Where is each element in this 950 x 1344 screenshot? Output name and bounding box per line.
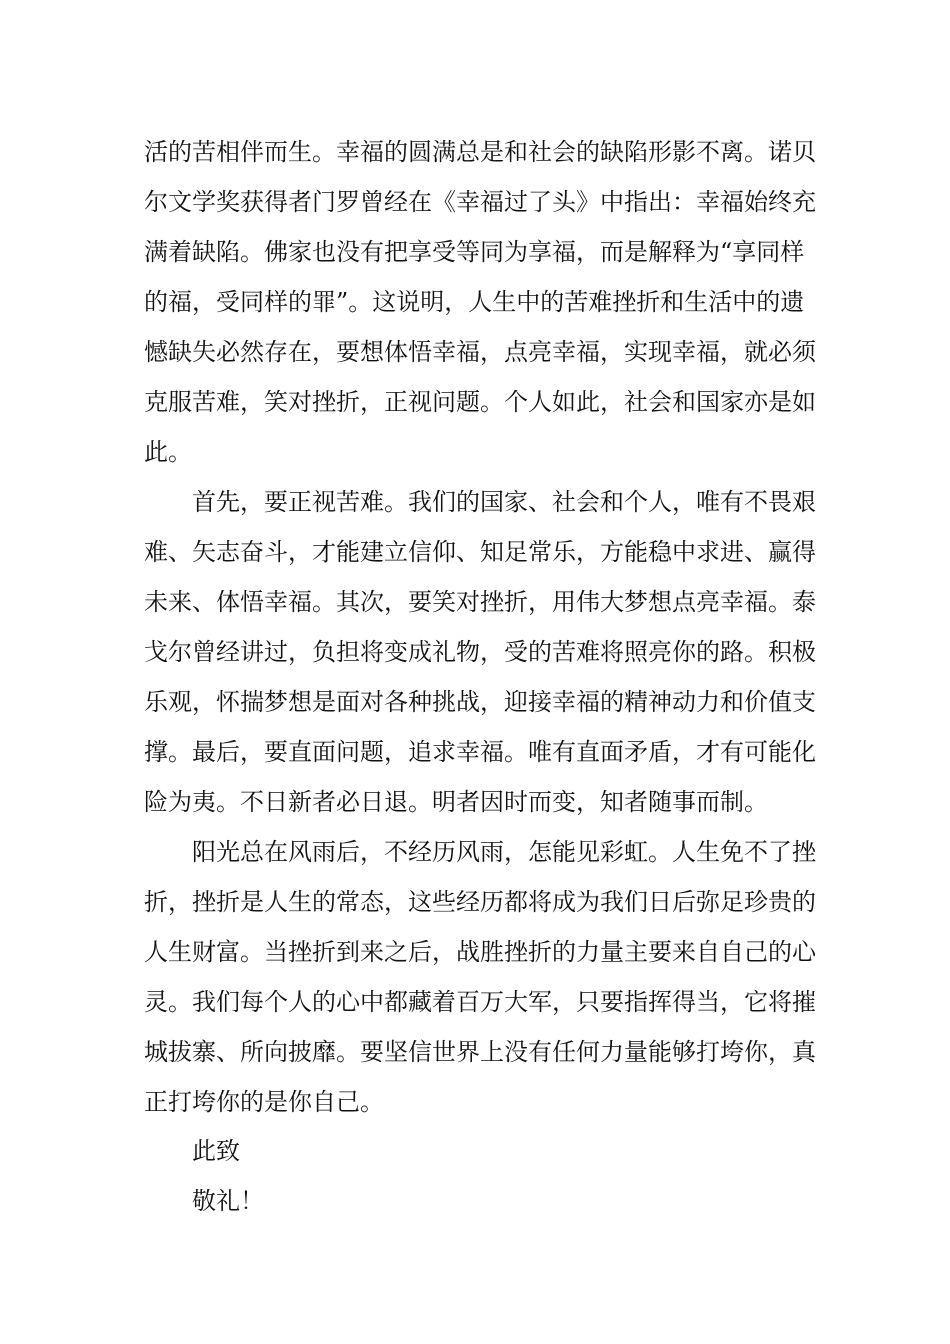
text-line: 活的苦相伴而生。幸福的圆满总是和社会的缺陷形影不离。诺贝 bbox=[144, 138, 816, 166]
text-line: 克服苦难，笑对挫折，正视问题。个人如此，社会和国家亦是如 bbox=[144, 388, 816, 416]
closing-salutation: 此致 bbox=[192, 1137, 240, 1165]
text-line: 折，挫折是人生的常态，这些经历都将成为我们日后弥足珍贵的 bbox=[144, 888, 816, 916]
closing-regards: 敬礼！ bbox=[192, 1187, 264, 1215]
text-line: 戈尔曾经讲过，负担将变成礼物，受的苦难将照亮你的路。积极 bbox=[144, 638, 816, 666]
text-line: 未来、体悟幸福。其次，要笑对挫折，用伟大梦想点亮幸福。泰 bbox=[144, 588, 816, 616]
text-line: 难、矢志奋斗，才能建立信仰、知足常乐，方能稳中求进、赢得 bbox=[144, 538, 816, 566]
text-line: 满着缺陷。佛家也没有把享受等同为享福，而是解释为“享同样 bbox=[144, 238, 805, 266]
text-line: 乐观，怀揣梦想是面对各种挑战，迎接幸福的精神动力和价值支 bbox=[144, 688, 816, 716]
text-line: 正打垮你的是你自己。 bbox=[144, 1088, 384, 1116]
text-line: 阳光总在风雨后，不经历风雨，怎能见彩虹。人生免不了挫 bbox=[192, 838, 816, 866]
text-line: 城拔寨、所向披靡。要坚信世界上没有任何力量能够打垮你，真 bbox=[144, 1038, 816, 1066]
text-line: 撑。最后，要直面问题，追求幸福。唯有直面矛盾，才有可能化 bbox=[144, 738, 816, 766]
text-line: 灵。我们每个人的心中都藏着百万大军，只要指挥得当，它将摧 bbox=[144, 988, 816, 1016]
text-line: 险为夷。不日新者必日退。明者因时而变，知者随事而制。 bbox=[144, 788, 768, 816]
text-line: 人生财富。当挫折到来之后，战胜挫折的力量主要来自自己的心 bbox=[144, 938, 816, 966]
text-line: 憾缺失必然存在，要想体悟幸福，点亮幸福，实现幸福，就必须 bbox=[144, 338, 816, 366]
text-line: 首先，要正视苦难。我们的国家、社会和个人，唯有不畏艰 bbox=[192, 488, 816, 516]
text-line: 此。 bbox=[144, 438, 192, 466]
text-line: 尔文学奖获得者门罗曾经在《幸福过了头》中指出：幸福始终充 bbox=[144, 188, 816, 216]
text-line: 的福，受同样的罪”。这说明，人生中的苦难挫折和生活中的遗 bbox=[144, 288, 805, 316]
